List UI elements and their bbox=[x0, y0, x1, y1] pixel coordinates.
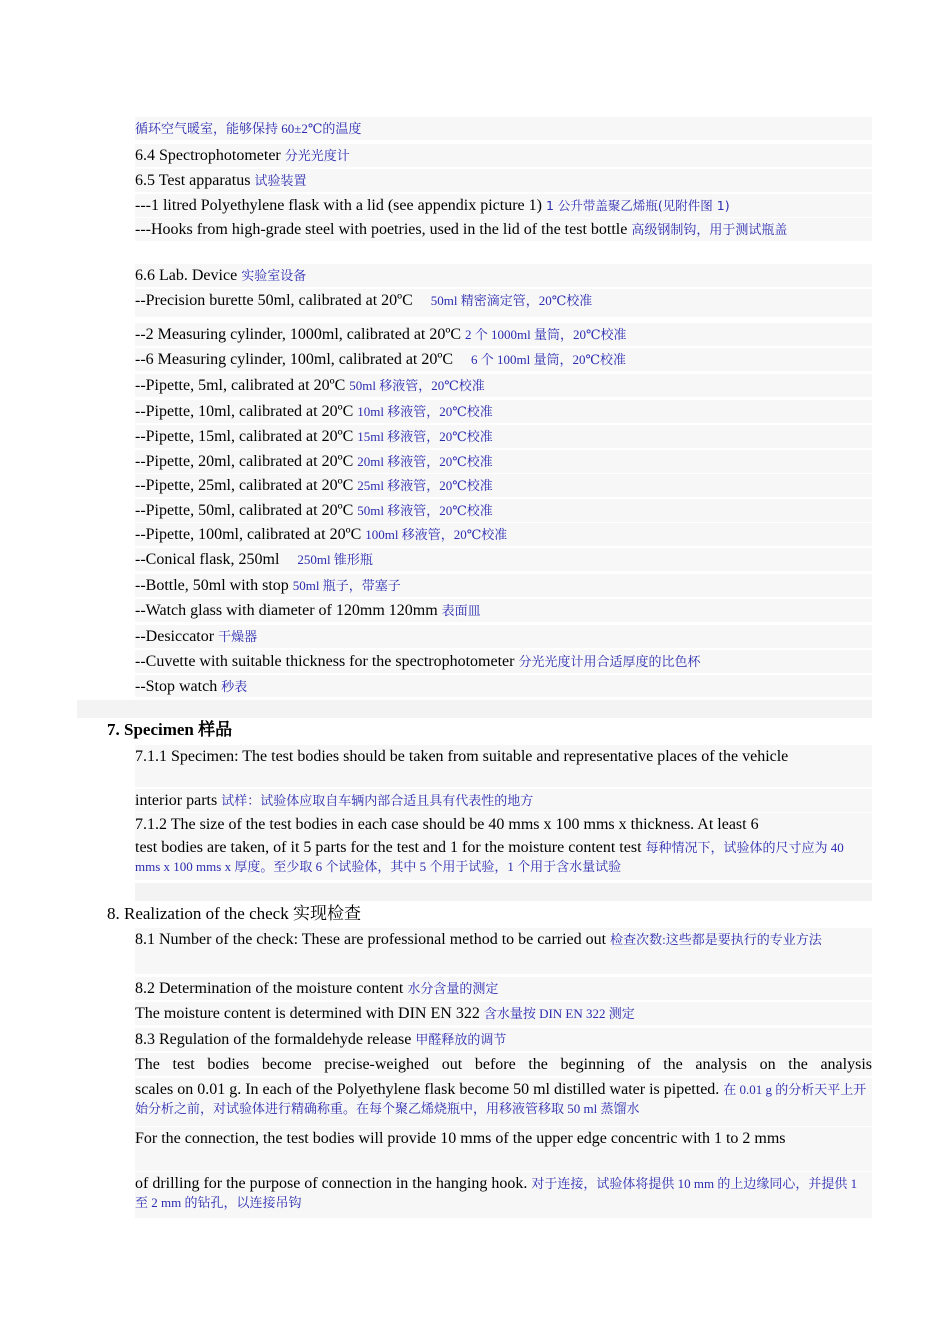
zh-text: 在 0.01 g 的分析天平上开始分析之前，对试验体进行精确称重。在每个聚乙烯烧瓶中，用移液管移取 50 ml 蒸馏水 bbox=[135, 1082, 867, 1116]
en-text: test bodies are taken, of it 5 parts for the test and 1 for the moisture content test bbox=[135, 839, 642, 856]
text-line bbox=[135, 1127, 872, 1171]
en-text: 7.1.2 The size of the test bodies in each case should be 40 mms x 100 mms x thickness. At least 6 bbox=[135, 816, 759, 833]
zh-text: 1 公升带盖聚乙烯瓶(见附件图 1) bbox=[545, 198, 730, 213]
zh-text: 试样：试验体应取自车辆内部合适且具有代表性的地方 bbox=[221, 793, 534, 808]
zh-text: 甲醛释放的调节 bbox=[415, 1032, 507, 1047]
spacer-bar bbox=[77, 700, 872, 718]
zh-text: 含水量按 DIN EN 322 测定 bbox=[483, 1006, 635, 1021]
text-line bbox=[135, 450, 872, 473]
zh-text: 50ml 瓶子，带塞子 bbox=[292, 578, 401, 593]
en-text: 8.2 Determination of the moisture content bbox=[135, 980, 404, 997]
text-line bbox=[135, 548, 872, 571]
en-text: --Desiccator bbox=[135, 628, 215, 645]
text-line bbox=[135, 264, 872, 287]
zh-text: 秒表 bbox=[221, 679, 248, 694]
en-text: --Pipette, 25ml, calibrated at 20ºC bbox=[135, 477, 354, 494]
en-text: --Precision burette 50ml, calibrated at 20ºC bbox=[135, 292, 413, 309]
text-line bbox=[135, 144, 872, 167]
en-text: --Pipette, 50ml, calibrated at 20ºC bbox=[135, 502, 354, 519]
en-text: --Cuvette with suitable thickness for the spectrophotometer bbox=[135, 653, 515, 670]
section-heading: 8. Realization of the check 实现检查 bbox=[107, 904, 361, 923]
zh-text: 250ml 锥形瓶 bbox=[297, 552, 373, 567]
text-line bbox=[135, 650, 872, 673]
zh-text: 10ml 移液管，20℃校准 bbox=[357, 404, 493, 419]
text-line bbox=[135, 977, 872, 1000]
en-text: scales on 0.01 g. In each of the Polyethylene flask become 50 ml distilled water is pipetted. bbox=[135, 1081, 720, 1098]
zh-text: 25ml 移液管，20℃校准 bbox=[357, 478, 493, 493]
zh-text: 100ml 移液管，20℃校准 bbox=[365, 527, 508, 542]
text-line bbox=[135, 169, 872, 192]
zh-text: 6 个 100ml 量筒，20℃校准 bbox=[471, 352, 627, 367]
text-line bbox=[135, 928, 872, 974]
text-line bbox=[135, 599, 872, 622]
text-line bbox=[135, 813, 872, 836]
text-line bbox=[135, 1078, 872, 1126]
text-line bbox=[135, 836, 872, 880]
en-text: of drilling for the purpose of connection in the hanging hook. bbox=[135, 1175, 528, 1192]
en-text: interior parts bbox=[135, 792, 218, 809]
text-line bbox=[135, 117, 872, 140]
zh-text: 水分含量的测定 bbox=[407, 981, 499, 996]
zh-text: 实验室设备 bbox=[241, 268, 307, 283]
en-text: --Pipette, 20ml, calibrated at 20ºC bbox=[135, 453, 354, 470]
zh-text: 15ml 移液管，20℃校准 bbox=[357, 429, 493, 444]
en-text: --Conical flask, 250ml bbox=[135, 551, 280, 568]
text-line bbox=[135, 745, 872, 787]
text-line bbox=[135, 789, 872, 812]
text-line bbox=[135, 523, 872, 546]
en-text: The test bodies become precise-weighed out before the beginning of the analysis on the analysis bbox=[135, 1056, 872, 1073]
zh-text: 20ml 移液管，20℃校准 bbox=[357, 454, 493, 469]
zh-text: 50ml 移液管，20℃校准 bbox=[349, 378, 485, 393]
text-line bbox=[135, 1053, 872, 1076]
text-line bbox=[135, 675, 872, 697]
en-text: --Pipette, 10ml, calibrated at 20ºC bbox=[135, 403, 354, 420]
text-line bbox=[135, 289, 872, 317]
text-line bbox=[135, 425, 872, 448]
en-text: --6 Measuring cylinder, 100ml, calibrated at 20ºC bbox=[135, 351, 454, 368]
zh-text: 分光光度计用合适厚度的比色杯 bbox=[518, 654, 701, 669]
zh-text: 分光光度计 bbox=[284, 148, 350, 163]
zh-text: 循环空气暖室，能够保持 60±2℃的温度 bbox=[135, 121, 362, 136]
zh-text: 50ml 移液管，20℃校准 bbox=[357, 503, 493, 518]
text-line bbox=[135, 348, 872, 371]
zh-text: 每种情况下，试验体的尺寸应为 40 mms x 100 mms x 厚度。至少取 6 个试验体，其中 5 个用于试验，1 个用于含水量试验 bbox=[135, 840, 844, 874]
en-text: 8.3 Regulation of the formaldehyde release bbox=[135, 1031, 412, 1048]
zh-text: 干燥器 bbox=[218, 629, 258, 644]
text-line bbox=[135, 574, 872, 597]
en-text: The moisture content is determined with DIN EN 322 bbox=[135, 1005, 480, 1022]
text-line bbox=[135, 499, 872, 522]
zh-text: 50ml 精密滴定管，20℃校准 bbox=[430, 293, 593, 308]
en-text: --Bottle, 50ml with stop bbox=[135, 577, 289, 594]
zh-text: 对于连接，试验体将提供 10 mm 的上边缘同心，并提供 1 至 2 mm 的钻孔，以连接吊钩 bbox=[135, 1176, 858, 1210]
text-line bbox=[135, 400, 872, 423]
text-line bbox=[135, 1028, 872, 1051]
en-text: --Pipette, 5ml, calibrated at 20ºC bbox=[135, 377, 346, 394]
en-text: 6.6 Lab. Device bbox=[135, 267, 238, 284]
en-text: 8.1 Number of the check: These are professional method to be carried out bbox=[135, 931, 607, 948]
text-line bbox=[135, 194, 872, 217]
text-line bbox=[135, 625, 872, 648]
zh-text: 试验装置 bbox=[254, 173, 307, 188]
text-line bbox=[135, 1002, 872, 1025]
zh-text: 2 个 1000ml 量筒，20℃校准 bbox=[465, 327, 627, 342]
en-text: ---Hooks from high-grade steel with poetries, used in the lid of the test bottle bbox=[135, 221, 628, 238]
en-text: 6.4 Spectrophotometer bbox=[135, 147, 281, 164]
text-line bbox=[135, 474, 872, 497]
zh-text: 表面皿 bbox=[441, 603, 481, 618]
en-text: For the connection, the test bodies will provide 10 mms of the upper edge concentric with 1 to 2 mms bbox=[135, 1130, 786, 1147]
en-text: --Pipette, 15ml, calibrated at 20ºC bbox=[135, 428, 354, 445]
zh-text: 高级钢制钩，用于测试瓶盖 bbox=[631, 222, 788, 237]
text-line bbox=[135, 1172, 872, 1218]
spacer-bar bbox=[135, 883, 872, 901]
en-text: --Pipette, 100ml, calibrated at 20ºC bbox=[135, 526, 362, 543]
en-text: 6.5 Test apparatus bbox=[135, 172, 251, 189]
text-line bbox=[135, 218, 872, 241]
zh-text: 检查次数:这些都是要执行的专业方法 bbox=[610, 932, 822, 947]
en-text: --Watch glass with diameter of 120mm 120mm bbox=[135, 602, 438, 619]
text-line bbox=[135, 323, 872, 346]
en-text: ---1 litred Polyethylene flask with a lid (see appendix picture 1) bbox=[135, 197, 542, 214]
en-text: --Stop watch bbox=[135, 678, 218, 695]
en-text: --2 Measuring cylinder, 1000ml, calibrated at 20ºC bbox=[135, 326, 462, 343]
text-line bbox=[135, 374, 872, 397]
section-heading: 7. Specimen 样品 bbox=[107, 720, 233, 739]
en-text: 7.1.1 Specimen: The test bodies should be taken from suitable and representative places of the vehicle bbox=[135, 748, 789, 765]
